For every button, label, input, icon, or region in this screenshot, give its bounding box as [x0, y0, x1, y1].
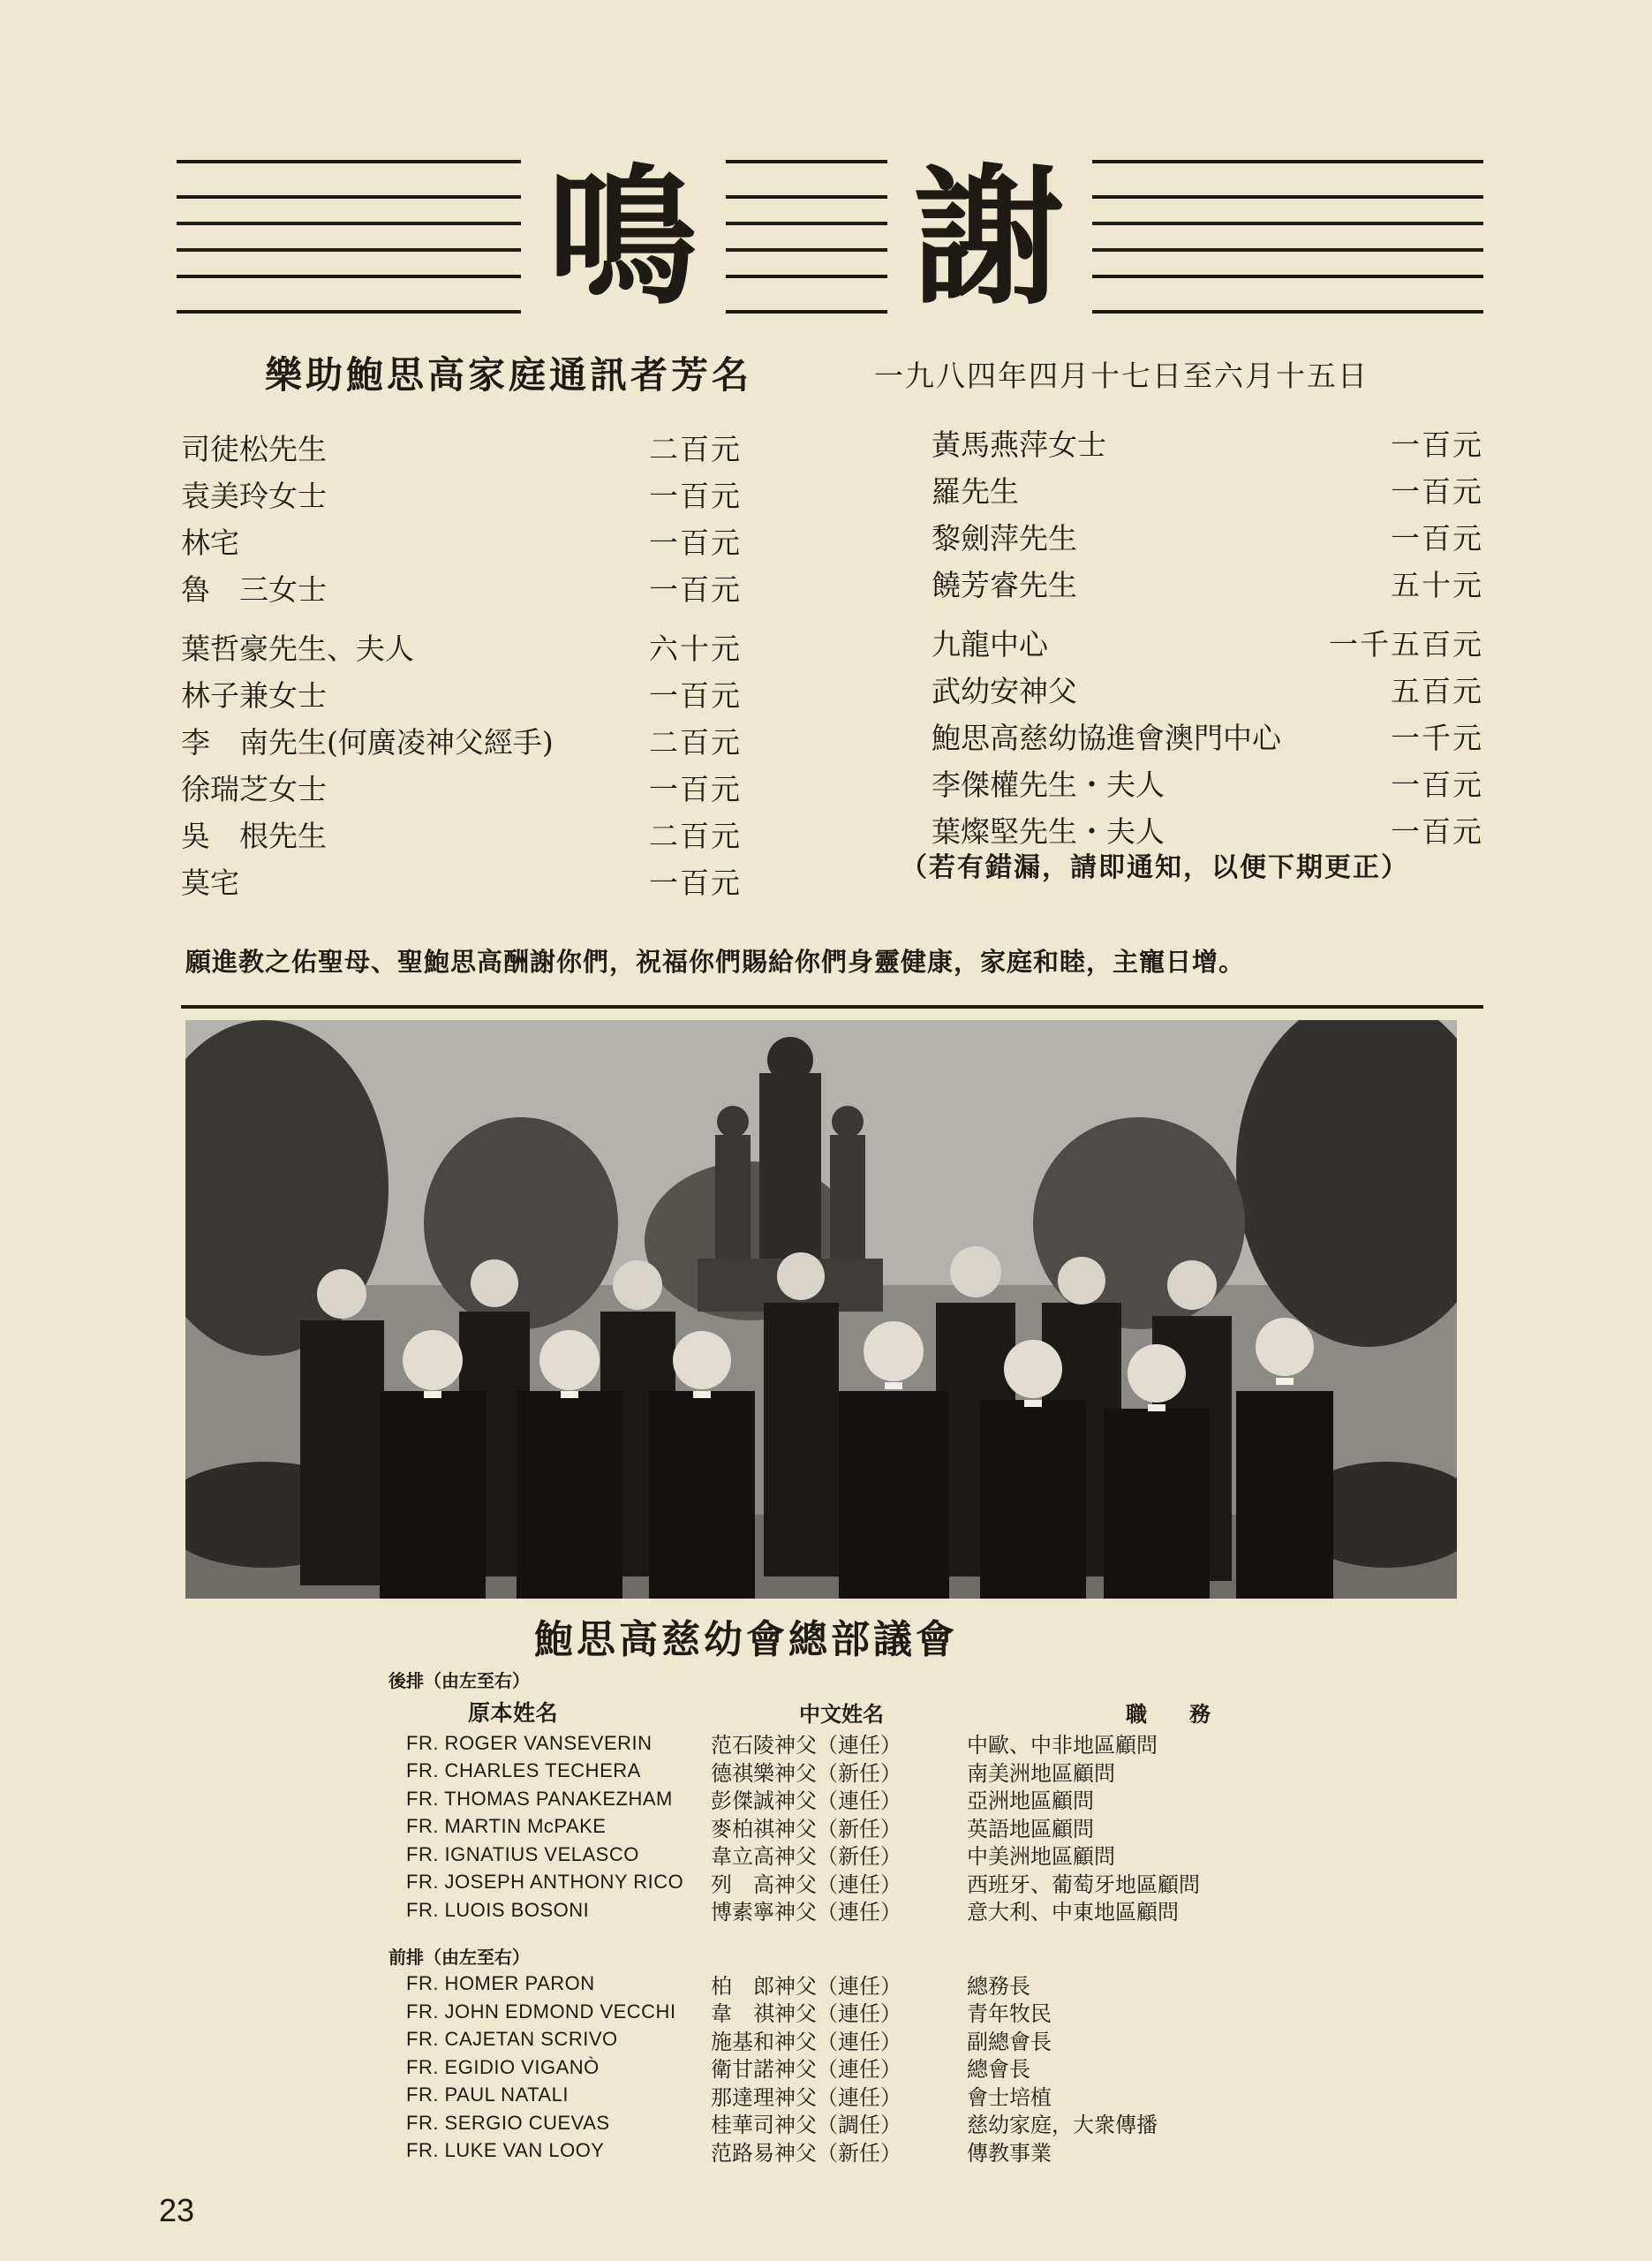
- donor-amount: 一百元: [1391, 427, 1483, 462]
- member-chinese-name: 柏 郎神父（連任）: [711, 1973, 901, 1999]
- member-position: 傳教事業: [967, 2140, 1052, 2166]
- donor-name: 司徒松先生: [181, 432, 327, 466]
- title-char-left: 鳴: [521, 155, 726, 322]
- member-name: FR. LUKE VAN LOOY: [406, 2139, 605, 2162]
- donor-name: 徐瑞芝女士: [181, 772, 327, 806]
- donor-name: 黃馬燕萍女士: [932, 427, 1106, 462]
- donor-row: [181, 624, 742, 670]
- donor-name: 武幼安神父: [932, 674, 1077, 708]
- table-row: [388, 1869, 1360, 1897]
- group-photo: [185, 1020, 1457, 1599]
- member-name: FR. PAUL NATALI: [406, 2083, 569, 2106]
- donor-row: [932, 666, 1483, 713]
- donor-row: [181, 811, 742, 858]
- donor-amount: 六十元: [649, 631, 742, 666]
- table-row: [388, 1758, 1360, 1786]
- photo-caption: 鮑思高慈幼會總部議會: [534, 1617, 958, 1662]
- title-rules: [177, 155, 1483, 322]
- title-banner: [177, 151, 1483, 326]
- donor-amount: 一千元: [1391, 721, 1483, 755]
- donor-amount: 一百元: [649, 772, 742, 806]
- member-position: 亞洲地區顧問: [967, 1788, 1094, 1814]
- member-chinese-name: 德祺樂神父（新任）: [711, 1760, 901, 1786]
- member-chinese-name: 范石陵神父（連任）: [711, 1733, 901, 1758]
- donor-row: [932, 513, 1483, 560]
- donor-name: 李傑權先生・夫人: [932, 768, 1165, 802]
- member-position: 南美洲地區顧問: [967, 1760, 1115, 1786]
- table-row: [388, 1729, 1360, 1758]
- donor-name: 莫宅: [181, 866, 239, 900]
- donor-amount: 一百元: [1391, 474, 1483, 509]
- donor-row: [932, 466, 1483, 513]
- donor-name: 袁美玲女士: [181, 479, 327, 513]
- table-row: [388, 2053, 1360, 2082]
- member-position: 中美洲地區顧問: [967, 1844, 1115, 1870]
- donor-row: [181, 518, 742, 564]
- header-original-name: 原本姓名: [468, 1700, 559, 1726]
- donor-row: [181, 670, 742, 717]
- back-row-label: 後排（由左至右）: [388, 1670, 530, 1691]
- donor-name: 葉燦堅先生・夫人: [932, 814, 1165, 849]
- member-chinese-name: 列 高神父（連任）: [711, 1872, 901, 1897]
- member-chinese-name: 桂華司神父（調任）: [711, 2113, 901, 2138]
- donor-amount: 一百元: [649, 526, 742, 560]
- donor-name: 黎劍萍先生: [932, 521, 1077, 556]
- donor-list-left: [181, 424, 742, 904]
- member-chinese-name: 彭傑誠神父（連任）: [711, 1788, 901, 1814]
- donor-row: [932, 420, 1483, 466]
- member-name: FR. CAJETAN SCRIVO: [406, 2028, 618, 2051]
- member-chinese-name: 施基和神父（連任）: [711, 2029, 901, 2054]
- section-divider: [181, 1005, 1483, 1009]
- donor-amount: 一百元: [649, 479, 742, 513]
- member-name: FR. JOSEPH ANTHONY RICO: [406, 1871, 684, 1894]
- donor-name: 九龍中心: [932, 627, 1048, 662]
- date-range: 一九八四年四月十七日至六月十五日: [874, 359, 1369, 393]
- member-position: 會士培植: [967, 2084, 1052, 2110]
- front-row-label: 前排（由左至右）: [388, 1946, 530, 1968]
- donor-heading: 樂助鮑思高家庭通訊者芳名: [265, 353, 753, 397]
- member-chinese-name: 博素寧神父（連任）: [711, 1900, 901, 1925]
- correction-notice: （若有錯漏，請即通知，以便下期更正）: [901, 852, 1409, 883]
- table-row: [388, 2137, 1360, 2166]
- donor-row: [181, 858, 742, 904]
- table-header: [388, 1694, 1360, 1729]
- member-name: FR. SERGIO CUEVAS: [406, 2111, 610, 2134]
- table-row: [388, 1813, 1360, 1841]
- member-position: 慈幼家庭，大衆傳播: [967, 2113, 1158, 2138]
- header-position: 職 務: [1126, 1700, 1211, 1727]
- member-name: FR. HOMER PARON: [406, 1972, 595, 1995]
- member-position: 英語地區顧問: [967, 1816, 1094, 1841]
- member-chinese-name: 那達理神父（連任）: [711, 2084, 901, 2110]
- table-row: [388, 1785, 1360, 1813]
- donor-row: [181, 764, 742, 811]
- member-name: FR. CHARLES TECHERA: [406, 1759, 641, 1782]
- table-row: [388, 1970, 1360, 1999]
- header-chinese-name: 中文姓名: [799, 1700, 884, 1727]
- donor-name: 李 南先生(何廣凌神父經手): [181, 725, 554, 760]
- donor-amount: 二百元: [649, 432, 742, 466]
- member-chinese-name: 范路易神父（新任）: [711, 2140, 901, 2166]
- member-name: FR. IGNATIUS VELASCO: [406, 1842, 639, 1865]
- council-table: [388, 1667, 1360, 2165]
- member-name: FR. ROGER VANSEVERIN: [406, 1731, 653, 1754]
- member-chinese-name: 衛甘諾神父（連任）: [711, 2057, 901, 2083]
- donor-row: [932, 560, 1483, 607]
- member-position: 總會長: [967, 2057, 1030, 2083]
- member-position: 意大利、中東地區顧問: [967, 1900, 1179, 1925]
- group-gap: [932, 607, 1483, 619]
- donor-name: 吳 根先生: [181, 819, 327, 853]
- donor-row: [932, 713, 1483, 760]
- donor-amount: 五百元: [1391, 674, 1483, 708]
- page-number: 23: [159, 2192, 195, 2228]
- donor-amount: 一百元: [649, 678, 742, 713]
- donor-name: 羅先生: [932, 474, 1019, 509]
- donor-row: [932, 619, 1483, 666]
- member-name: FR. LUOIS BOSONI: [406, 1898, 590, 1921]
- member-position: 青年牧民: [967, 2001, 1052, 2027]
- donor-name: 饒芳睿先生: [932, 568, 1077, 602]
- donor-name: 魯 三女士: [181, 572, 327, 607]
- member-position: 西班牙、葡萄牙地區顧問: [967, 1872, 1200, 1897]
- table-row: [388, 2109, 1360, 2137]
- donor-name: 葉哲豪先生、夫人: [181, 631, 414, 666]
- donor-row: [181, 424, 742, 471]
- member-name: FR. JOHN EDMOND VECCHI: [406, 2000, 676, 2023]
- member-chinese-name: 韋立高神父（新任）: [711, 1844, 901, 1870]
- donor-amount: 二百元: [649, 819, 742, 853]
- donor-name: 鮑思高慈幼協進會澳門中心: [932, 721, 1281, 755]
- donor-row: [181, 471, 742, 518]
- title-char-right: 謝: [887, 155, 1092, 322]
- donor-amount: 五十元: [1391, 568, 1483, 602]
- member-name: FR. EGIDIO VIGANÒ: [406, 2055, 600, 2078]
- donor-amount: 一百元: [649, 866, 742, 900]
- group-gap: [181, 611, 742, 624]
- donor-name: 林宅: [181, 526, 239, 560]
- table-spacer: [388, 1924, 1360, 1944]
- donor-amount: 一百元: [1391, 521, 1483, 556]
- member-position: 總務長: [967, 1973, 1030, 1999]
- table-row: [388, 1896, 1360, 1924]
- member-name: FR. THOMAS PANAKEZHAM: [406, 1787, 673, 1810]
- member-name: FR. MARTIN McPAKE: [406, 1815, 607, 1838]
- donor-row: [181, 717, 742, 764]
- donor-amount: 一百元: [649, 572, 742, 607]
- member-position: 中歐、中非地區顧問: [967, 1733, 1158, 1758]
- member-chinese-name: 韋 祺神父（連任）: [711, 2001, 901, 2027]
- member-position: 副總會長: [967, 2029, 1052, 2054]
- donor-row: [932, 760, 1483, 806]
- table-row: [388, 1841, 1360, 1869]
- donor-list-right: [932, 420, 1483, 853]
- donor-amount: 二百元: [649, 725, 742, 760]
- table-row: [388, 2026, 1360, 2054]
- donor-amount: 一百元: [1391, 814, 1483, 849]
- donor-row: [181, 564, 742, 611]
- donor-name: 林子兼女士: [181, 678, 327, 713]
- table-row: [388, 2082, 1360, 2110]
- donor-amount: 一千五百元: [1329, 627, 1483, 662]
- donor-amount: 一百元: [1391, 768, 1483, 802]
- member-chinese-name: 麥柏祺神父（新任）: [711, 1816, 901, 1841]
- blessing-text: 願進教之佑聖母、聖鮑思高酬謝你們，祝福你們賜給你們身靈健康，家庭和睦，主寵日增。: [185, 947, 1246, 977]
- table-row: [388, 1998, 1360, 2026]
